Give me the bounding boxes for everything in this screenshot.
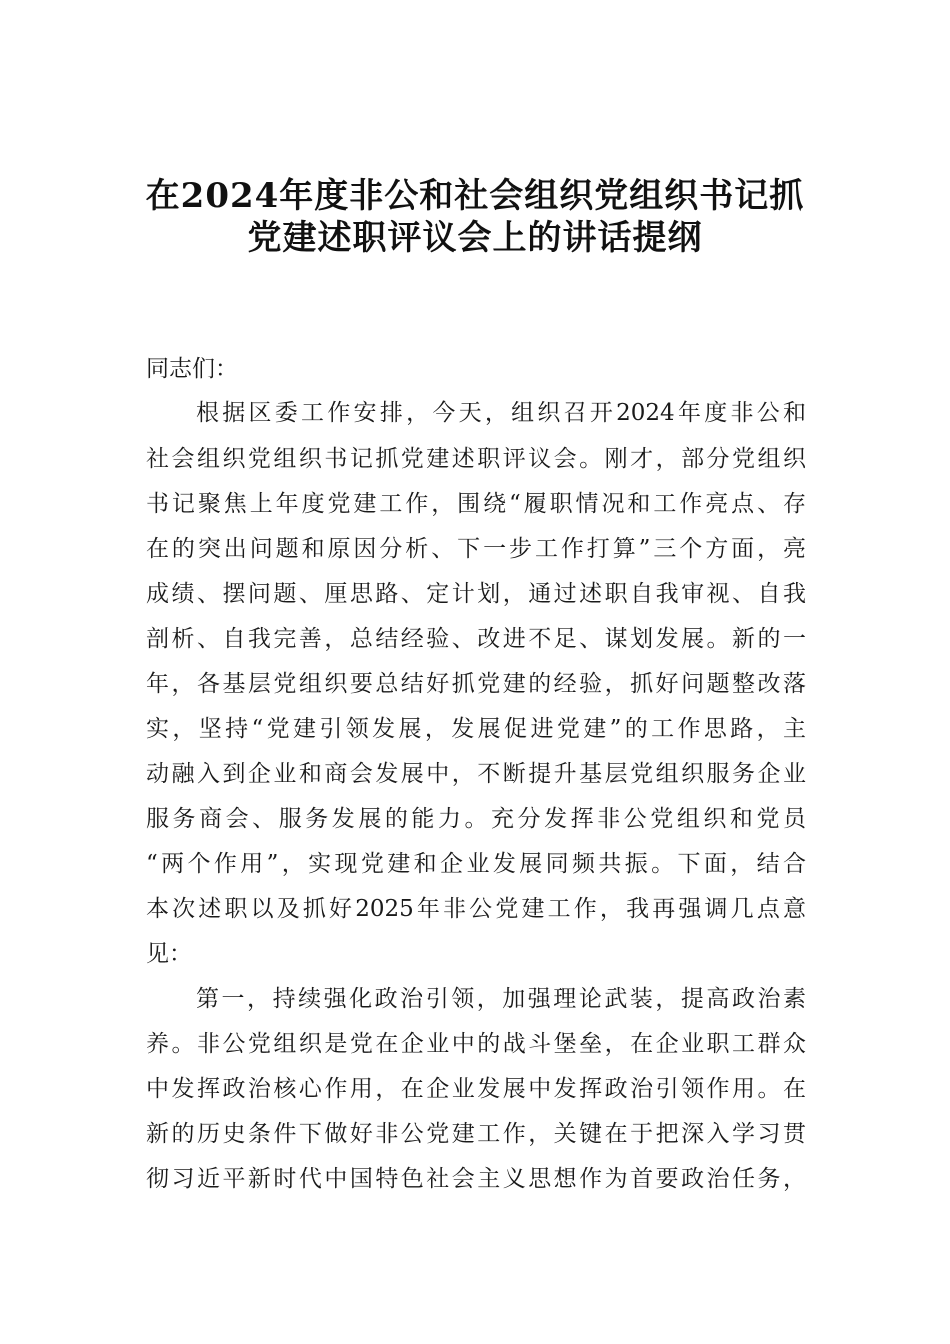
paragraph-line: 实，坚持“党建引领发展，发展促进党建”的工作思路，主 [146,716,806,742]
paragraph-line: 服务商会、服务发展的能力。充分发挥非公党组织和党员 [146,806,806,832]
document-title-line-1: 在2024年度非公和社会组织党组织书记抓 [145,176,805,216]
paragraph-line: 养。非公党组织是党在企业中的战斗堡垒，在企业职工群众 [146,1031,806,1057]
paragraph-line: 成绩、摆问题、厘思路、定计划，通过述职自我审视、自我 [146,581,806,607]
paragraph-line: 彻习近平新时代中国特色社会主义思想作为首要政治任务， [146,1166,806,1192]
paragraph-line: “两个作用”，实现党建和企业发展同频共振。下面，结合 [146,851,806,877]
paragraph-line: 第一，持续强化政治引领，加强理论武装，提高政治素 [196,986,806,1012]
paragraph-line: 根据区委工作安排，今天，组织召开2024年度非公和 [196,400,806,426]
salutation: 同志们： [146,356,238,382]
document-title-line-2: 党建述职评议会上的讲话提纲 [247,218,703,258]
paragraph-line: 动融入到企业和商会发展中，不断提升基层党组织服务企业 [146,761,806,787]
paragraph-line: 在的突出问题和原因分析、下一步工作打算”三个方面，亮 [146,536,806,562]
paragraph-line: 社会组织党组织书记抓党建述职评议会。刚才，部分党组织 [146,446,806,472]
paragraph-line: 见： [146,941,192,967]
paragraph-line: 本次述职以及抓好2025年非公党建工作，我再强调几点意 [146,896,806,922]
paragraph-line: 新的历史条件下做好非公党建工作，关键在于把深入学习贯 [146,1121,806,1147]
paragraph-line: 剖析、自我完善，总结经验、改进不足、谋划发展。新的一 [146,626,806,652]
paragraph-line: 年，各基层党组织要总结好抓党建的经验，抓好问题整改落 [146,671,806,697]
paragraph-line: 书记聚焦上年度党建工作，围绕“履职情况和工作亮点、存 [146,491,806,517]
paragraph-line: 中发挥政治核心作用，在企业发展中发挥政治引领作用。在 [146,1076,806,1102]
